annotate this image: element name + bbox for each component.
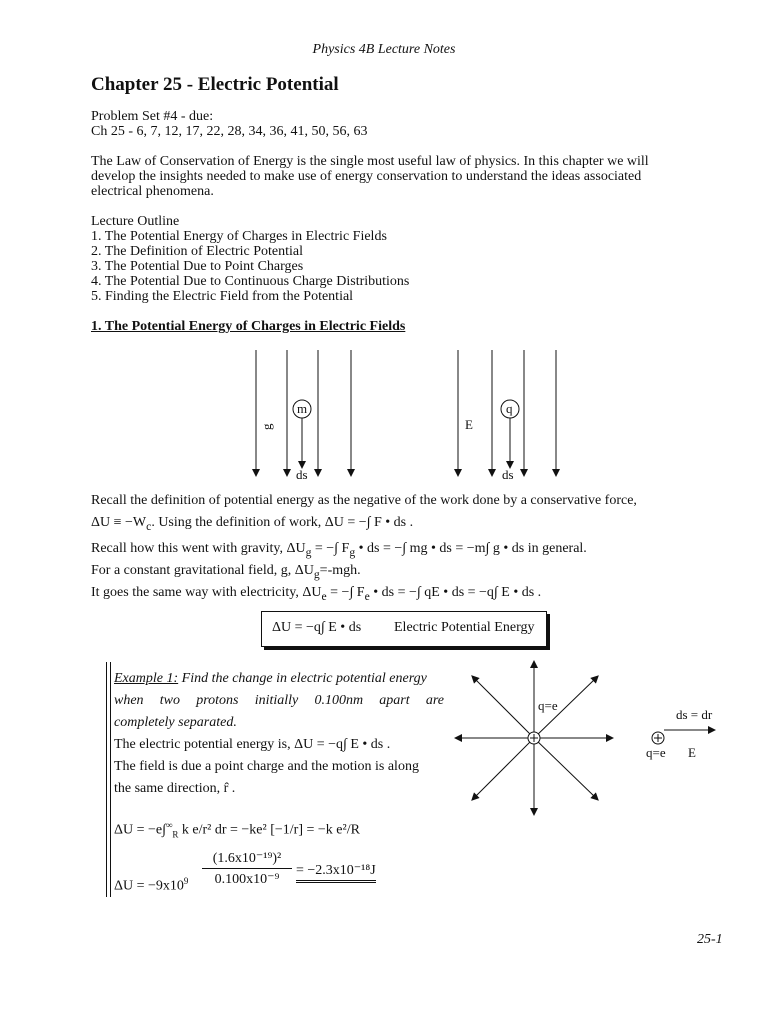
work-equation bbox=[91, 514, 413, 536]
example-label: Example 1: bbox=[114, 671, 179, 686]
example-text: when two protons initially 0.100nm apart are bbox=[114, 693, 444, 708]
page-number: 25-1 bbox=[697, 932, 723, 947]
example-prompt bbox=[114, 668, 444, 690]
eq-sub: e bbox=[364, 589, 370, 603]
moving-charge bbox=[652, 732, 664, 744]
calc-part: k e/r² dr = −ke² [−1/r] bbox=[178, 822, 303, 838]
example-bar bbox=[110, 662, 111, 897]
eq-part: =-mgh. bbox=[319, 563, 361, 578]
eq-part: • ds = −∫ mg • ds = −m∫ g • ds in general. bbox=[355, 541, 587, 556]
calc-result: = −2.3x10⁻¹⁸J bbox=[296, 862, 376, 883]
example-text: completely separated. bbox=[114, 715, 237, 730]
outline-item: 1. The Potential Energy of Charges in Electric Fields bbox=[91, 229, 387, 244]
example-1 bbox=[114, 668, 444, 800]
charge-label: q bbox=[506, 401, 513, 416]
outline-item: 4. The Potential Due to Continuous Charge Distributions bbox=[91, 274, 410, 289]
boxed-label: Electric Potential Energy bbox=[394, 620, 535, 635]
constant-field-line bbox=[91, 562, 361, 584]
eq-sub: g bbox=[349, 545, 356, 559]
g-label: g bbox=[259, 423, 274, 430]
eq-part: . Using the definition of work, ΔU = −∫ F • ds . bbox=[151, 515, 414, 530]
example-text: Find the change in electric potential energy bbox=[178, 671, 427, 686]
eq-sub: e bbox=[321, 589, 327, 603]
outline-item: 3. The Potential Due to Point Charges bbox=[91, 259, 304, 274]
calc-numerator: (1.6x10⁻¹⁹)² bbox=[202, 850, 292, 869]
eq-part: = −∫ F bbox=[326, 585, 365, 600]
problem-set bbox=[91, 109, 701, 139]
e-label: E bbox=[465, 417, 473, 432]
ds-label-electric: ds bbox=[502, 467, 514, 482]
page-header: Physics 4B Lecture Notes bbox=[312, 42, 456, 57]
intro-paragraph bbox=[91, 154, 701, 199]
chapter-title: Chapter 25 - Electric Potential bbox=[91, 74, 339, 95]
example-calc-2 bbox=[114, 872, 188, 896]
calc-upper-limit: ∞ bbox=[165, 820, 173, 830]
problem-set-line: Problem Set #4 - due: bbox=[91, 109, 214, 124]
lecture-outline bbox=[91, 214, 701, 304]
gravity-equation bbox=[91, 540, 587, 562]
intro-line: electrical phenomena. bbox=[91, 184, 214, 199]
recall-line: Recall the definition of potential energy as the negative of the work done by a conservative force, bbox=[91, 493, 637, 508]
calc-part: = −k e²/R bbox=[303, 822, 360, 838]
eq-part: • ds = −∫ qE • ds = −q∫ E • ds . bbox=[369, 585, 542, 600]
example-text: The electric potential energy is, ΔU = −q∫ E • ds . bbox=[114, 737, 391, 752]
ds-dr-label: ds = dr bbox=[676, 707, 713, 722]
e-label-radial: E bbox=[688, 745, 696, 760]
example-calc-1 bbox=[114, 816, 360, 843]
intro-line: The Law of Conservation of Energy is the single most useful law of physics. In this chapter we will bbox=[91, 154, 649, 169]
boxed-equation bbox=[261, 611, 547, 647]
charge2-label: q=e bbox=[646, 745, 666, 760]
section-title: 1. The Potential Energy of Charges in Electric Fields bbox=[91, 319, 406, 334]
example-text: the same direction, r̂ . bbox=[114, 781, 236, 796]
calc-part: ΔU = −e∫ bbox=[114, 822, 166, 838]
eq-sub: g bbox=[305, 545, 312, 559]
intro-line: develop the insights needed to make use of energy conservation to understand the ideas associated bbox=[91, 169, 642, 184]
eq-part: It goes the same way with electricity, ΔU bbox=[91, 585, 322, 600]
calc-lower-limit: R bbox=[172, 829, 179, 840]
charge1-label: q=e bbox=[538, 698, 558, 713]
outline-item: 5. Finding the Electric Field from the Potential bbox=[91, 289, 354, 304]
example-text: The field is due a point charge and the motion is along bbox=[114, 759, 419, 774]
calc-exp: 9 bbox=[183, 876, 189, 886]
mass-label: m bbox=[297, 401, 308, 416]
calc-denominator: 0.100x10⁻⁹ bbox=[214, 872, 280, 887]
eq-part: For a constant gravitational field, g, ΔU bbox=[91, 563, 314, 578]
radial-field-figure bbox=[450, 660, 730, 820]
eq-sub: g bbox=[313, 567, 320, 581]
electric-equation bbox=[91, 584, 541, 606]
center-charge bbox=[528, 732, 540, 744]
boxed-formula: ΔU = −q∫ E • ds bbox=[272, 620, 362, 635]
problem-set-line: Ch 25 - 6, 7, 12, 17, 22, 28, 34, 36, 41, 50, 56, 63 bbox=[91, 124, 368, 139]
ds-label-gravity: ds bbox=[296, 467, 308, 482]
outline-item: 2. The Definition of Electric Potential bbox=[91, 244, 304, 259]
eq-part: ΔU ≡ −W bbox=[91, 515, 147, 530]
eq-sub: c bbox=[146, 519, 152, 533]
field-lines-figure bbox=[240, 345, 580, 495]
eq-part: = −∫ F bbox=[311, 541, 350, 556]
calc-part: ΔU = −9x10 bbox=[114, 878, 184, 894]
example-bar bbox=[106, 662, 107, 897]
eq-part: Recall how this went with gravity, ΔU bbox=[91, 541, 306, 556]
outline-heading: Lecture Outline bbox=[91, 214, 180, 229]
